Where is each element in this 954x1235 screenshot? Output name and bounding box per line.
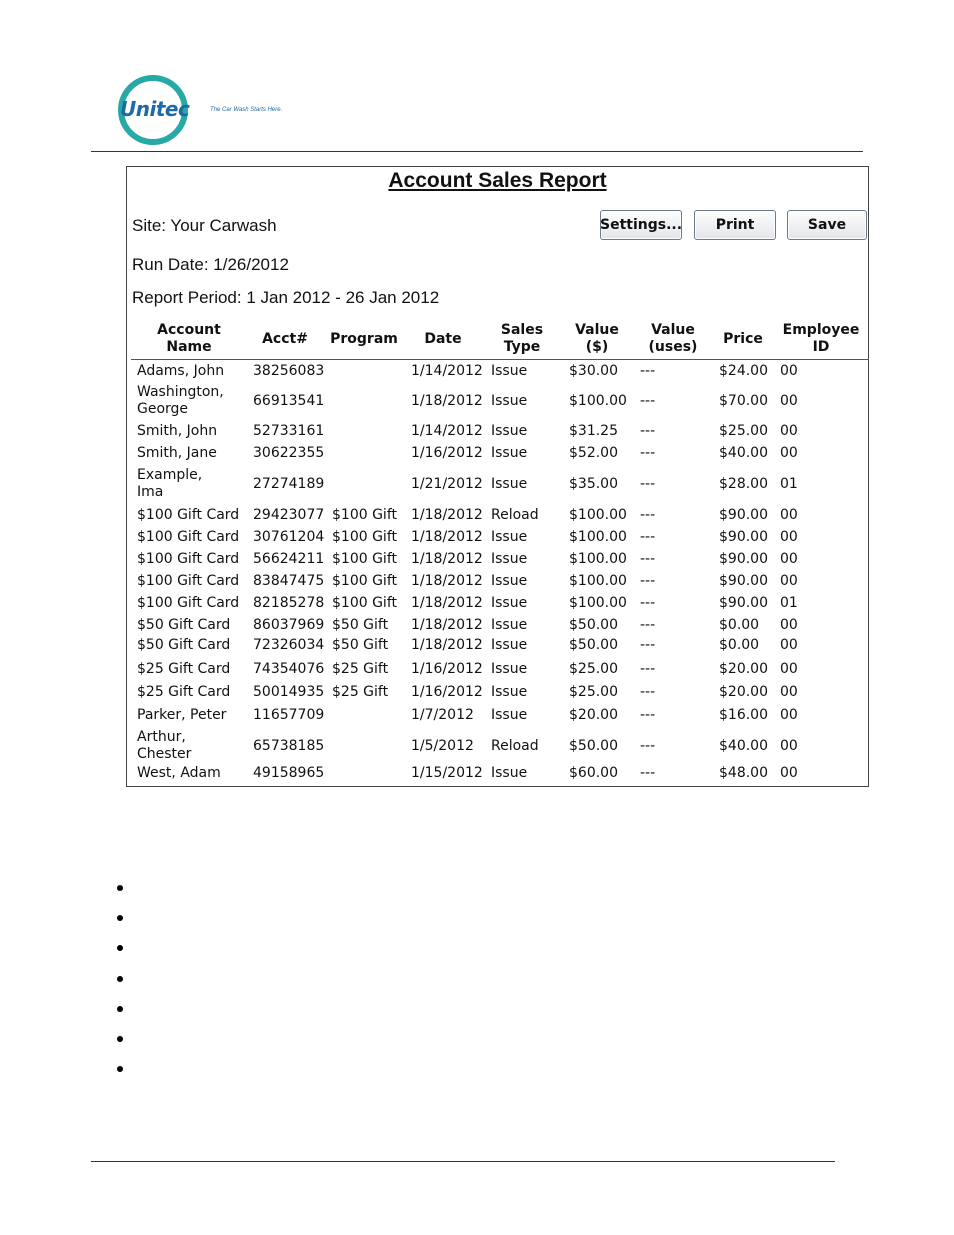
cell-uses: --- (640, 551, 656, 567)
cell-emp: 00 (780, 765, 798, 781)
cell-name: Washington, George (137, 384, 224, 417)
bullet-point (117, 885, 123, 891)
column-header: Employee ID (782, 322, 860, 355)
bullet-point (117, 976, 123, 982)
cell-acct: 86037969 (253, 617, 325, 633)
cell-emp: 00 (780, 507, 798, 523)
cell-acct: 27274189 (253, 476, 325, 492)
cell-type: Issue (491, 661, 528, 677)
cell-emp: 00 (780, 707, 798, 723)
cell-emp: 00 (780, 393, 798, 409)
cell-acct: 30622355 (253, 445, 325, 461)
cell-date: 1/18/2012 (411, 551, 483, 567)
cell-type: Issue (491, 617, 528, 633)
unitec-logo (118, 75, 318, 150)
cell-uses: --- (640, 707, 656, 723)
cell-program: $50 Gift (332, 617, 389, 633)
column-header: Value (uses) (648, 322, 698, 355)
cell-acct: 82185278 (253, 595, 325, 611)
cell-type: Issue (491, 363, 528, 379)
table-header-rule (131, 359, 869, 360)
cell-date: 1/7/2012 (411, 707, 474, 723)
cell-uses: --- (640, 573, 656, 589)
cell-name: $25 Gift Card (137, 684, 231, 700)
cell-price: $90.00 (719, 551, 768, 567)
cell-type: Issue (491, 551, 528, 567)
cell-uses: --- (640, 738, 656, 754)
cell-value: $100.00 (569, 529, 627, 545)
run-date: Run Date: 1/26/2012 (132, 255, 289, 274)
cell-price: $16.00 (719, 707, 768, 723)
cell-type: Issue (491, 476, 528, 492)
cell-type: Issue (491, 573, 528, 589)
cell-price: $0.00 (719, 637, 760, 653)
cell-name: Smith, John (137, 423, 218, 439)
cell-program: $100 Gift (332, 573, 397, 589)
cell-program: $100 Gift (332, 551, 397, 567)
column-header: Program (330, 331, 398, 347)
cell-name: $100 Gift Card (137, 529, 240, 545)
column-header: Value ($) (575, 322, 619, 355)
cell-value: $100.00 (569, 595, 627, 611)
cell-name: $100 Gift Card (137, 551, 240, 567)
cell-type: Issue (491, 393, 528, 409)
cell-uses: --- (640, 637, 656, 653)
cell-value: $50.00 (569, 637, 618, 653)
cell-price: $90.00 (719, 507, 768, 523)
cell-value: $100.00 (569, 573, 627, 589)
cell-type: Issue (491, 707, 528, 723)
cell-name: Smith, Jane (137, 445, 217, 461)
cell-date: 1/16/2012 (411, 661, 483, 677)
cell-type: Issue (491, 684, 528, 700)
cell-date: 1/18/2012 (411, 595, 483, 611)
cell-program: $100 Gift (332, 595, 397, 611)
cell-emp: 01 (780, 476, 798, 492)
cell-date: 1/14/2012 (411, 423, 483, 439)
cell-value: $25.00 (569, 684, 618, 700)
cell-emp: 00 (780, 637, 798, 653)
cell-uses: --- (640, 617, 656, 633)
column-header: Price (723, 331, 763, 347)
cell-date: 1/15/2012 (411, 765, 483, 781)
cell-value: $100.00 (569, 551, 627, 567)
cell-emp: 00 (780, 529, 798, 545)
cell-value: $100.00 (569, 507, 627, 523)
cell-name: Arthur, Chester (137, 729, 192, 762)
cell-uses: --- (640, 529, 656, 545)
logo-tagline: The Car Wash Starts Here. (210, 107, 283, 113)
cell-date: 1/18/2012 (411, 529, 483, 545)
cell-acct: 66913541 (253, 393, 325, 409)
cell-value: $31.25 (569, 423, 618, 439)
cell-date: 1/21/2012 (411, 476, 483, 492)
cell-program: $25 Gift (332, 661, 389, 677)
cell-acct: 74354076 (253, 661, 325, 677)
column-header: Sales Type (500, 322, 544, 355)
bullet-point (117, 1066, 123, 1072)
cell-acct: 49158965 (253, 765, 325, 781)
cell-price: $40.00 (719, 445, 768, 461)
cell-program: $100 Gift (332, 507, 397, 523)
cell-value: $60.00 (569, 765, 618, 781)
cell-price: $28.00 (719, 476, 768, 492)
report-period: Report Period: 1 Jan 2012 - 26 Jan 2012 (132, 288, 440, 307)
cell-emp: 01 (780, 595, 798, 611)
cell-price: $90.00 (719, 595, 768, 611)
logo-wordmark: Unitec (120, 97, 190, 121)
cell-program: $50 Gift (332, 637, 389, 653)
cell-type: Reload (491, 507, 539, 523)
cell-value: $52.00 (569, 445, 618, 461)
cell-uses: --- (640, 661, 656, 677)
cell-acct: 72326034 (253, 637, 325, 653)
account-sales-report (126, 166, 869, 787)
cell-name: $100 Gift Card (137, 595, 240, 611)
cell-date: 1/18/2012 (411, 617, 483, 633)
cell-price: $0.00 (719, 617, 760, 633)
cell-uses: --- (640, 476, 656, 492)
cell-date: 1/16/2012 (411, 684, 483, 700)
cell-name: $100 Gift Card (137, 573, 240, 589)
cell-price: $25.00 (719, 423, 768, 439)
cell-acct: 50014935 (253, 684, 325, 700)
cell-uses: --- (640, 595, 656, 611)
report-title: Account Sales Report (388, 169, 607, 192)
cell-date: 1/18/2012 (411, 393, 483, 409)
cell-type: Reload (491, 738, 539, 754)
cell-uses: --- (640, 393, 656, 409)
cell-name: $100 Gift Card (137, 507, 240, 523)
cell-program: $25 Gift (332, 684, 389, 700)
cell-value: $50.00 (569, 617, 618, 633)
cell-type: Issue (491, 765, 528, 781)
cell-value: $100.00 (569, 393, 627, 409)
bullet-point (117, 1006, 123, 1012)
site-label: Site: Your Carwash (132, 216, 277, 235)
cell-emp: 00 (780, 617, 798, 633)
footer-rule (91, 1161, 835, 1162)
cell-program: $100 Gift (332, 529, 397, 545)
cell-type: Issue (491, 529, 528, 545)
cell-acct: 30761204 (253, 529, 325, 545)
cell-date: 1/5/2012 (411, 738, 474, 754)
cell-uses: --- (640, 507, 656, 523)
cell-date: 1/16/2012 (411, 445, 483, 461)
cell-emp: 00 (780, 684, 798, 700)
bullet-point (117, 1036, 123, 1042)
cell-name: West, Adam (137, 765, 221, 781)
cell-type: Issue (491, 423, 528, 439)
header-rule (91, 151, 863, 152)
cell-name: $50 Gift Card (137, 617, 231, 633)
bullet-point (117, 945, 123, 951)
cell-price: $70.00 (719, 393, 768, 409)
column-header: Account Name (157, 322, 221, 355)
print-button[interactable]: Print (694, 210, 776, 240)
cell-emp: 00 (780, 551, 798, 567)
cell-value: $25.00 (569, 661, 618, 677)
cell-emp: 00 (780, 363, 798, 379)
cell-date: 1/18/2012 (411, 507, 483, 523)
cell-price: $20.00 (719, 661, 768, 677)
cell-value: $20.00 (569, 707, 618, 723)
cell-value: $50.00 (569, 738, 618, 754)
column-header: Acct# (262, 331, 308, 347)
cell-name: $50 Gift Card (137, 637, 231, 653)
cell-price: $40.00 (719, 738, 768, 754)
cell-date: 1/18/2012 (411, 573, 483, 589)
cell-price: $48.00 (719, 765, 768, 781)
cell-uses: --- (640, 423, 656, 439)
cell-type: Issue (491, 595, 528, 611)
cell-name: Parker, Peter (137, 707, 227, 723)
cell-uses: --- (640, 363, 656, 379)
cell-uses: --- (640, 765, 656, 781)
cell-name: Example, Ima (137, 467, 203, 500)
cell-date: 1/18/2012 (411, 637, 483, 653)
cell-price: $90.00 (719, 573, 768, 589)
cell-date: 1/14/2012 (411, 363, 483, 379)
cell-name: $25 Gift Card (137, 661, 231, 677)
cell-emp: 00 (780, 445, 798, 461)
cell-acct: 56624211 (253, 551, 325, 567)
save-button[interactable]: Save (787, 210, 867, 240)
cell-value: $35.00 (569, 476, 618, 492)
cell-acct: 83847475 (253, 573, 325, 589)
cell-uses: --- (640, 684, 656, 700)
cell-emp: 00 (780, 661, 798, 677)
cell-price: $20.00 (719, 684, 768, 700)
cell-emp: 00 (780, 423, 798, 439)
cell-value: $30.00 (569, 363, 618, 379)
settings-button[interactable]: Settings... (600, 210, 682, 240)
cell-name: Adams, John (137, 363, 225, 379)
cell-type: Issue (491, 637, 528, 653)
cell-acct: 29423077 (253, 507, 325, 523)
cell-type: Issue (491, 445, 528, 461)
cell-emp: 00 (780, 573, 798, 589)
cell-acct: 65738185 (253, 738, 325, 754)
cell-price: $90.00 (719, 529, 768, 545)
column-header: Date (424, 331, 462, 347)
cell-uses: --- (640, 445, 656, 461)
cell-acct: 38256083 (253, 363, 325, 379)
cell-acct: 11657709 (253, 707, 325, 723)
bullet-point (117, 915, 123, 921)
cell-price: $24.00 (719, 363, 768, 379)
cell-acct: 52733161 (253, 423, 325, 439)
cell-emp: 00 (780, 738, 798, 754)
